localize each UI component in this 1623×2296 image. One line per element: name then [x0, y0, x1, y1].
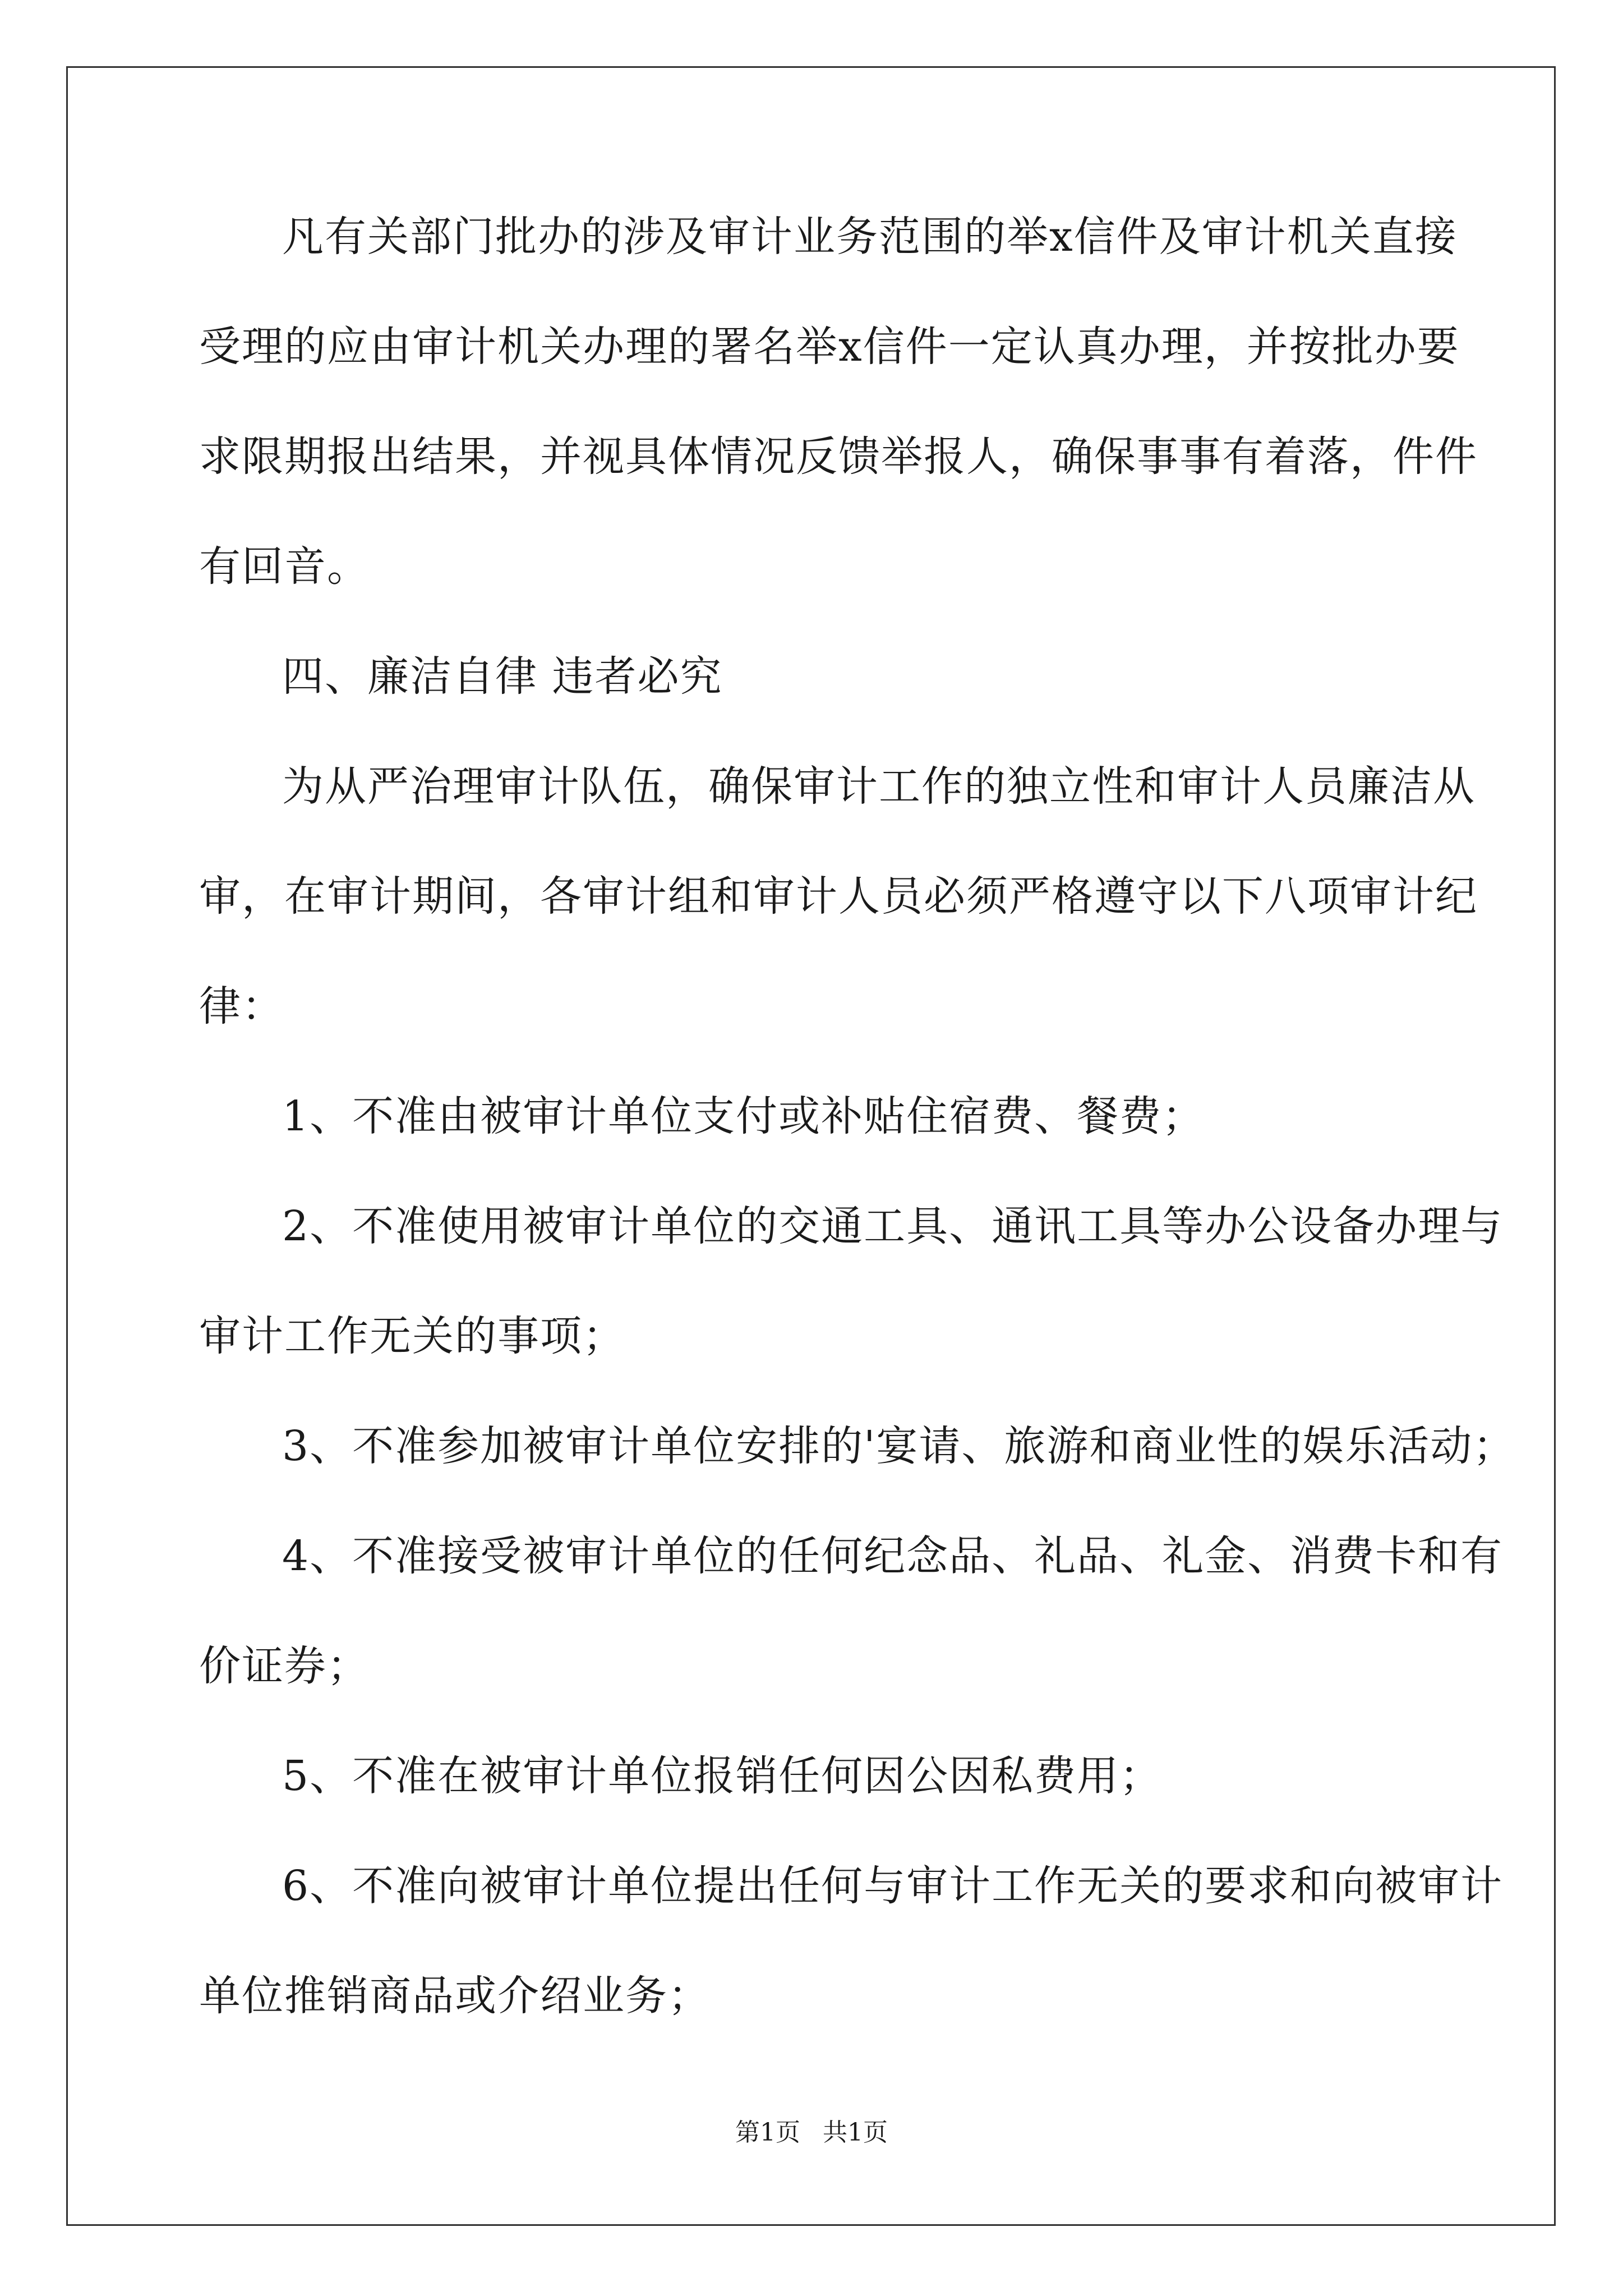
paragraph-line: 有回音。	[199, 542, 370, 591]
paragraph-line: 律：	[199, 982, 284, 1030]
rule-item: 3、不准参加被审计单位安排的'宴请、旅游和商业性的娱乐活动；	[282, 1422, 1516, 1470]
page-total: 共1页	[823, 2118, 888, 2147]
rule-item-continuation: 价证券；	[199, 1642, 370, 1690]
paragraph-line: 求限期报出结果，并视具体情况反馈举报人，确保事事有着落，件件	[199, 432, 1478, 481]
rule-item: 1、不准由被审计单位支付或补贴住宿费、餐费；	[282, 1092, 1205, 1140]
section-heading: 四、廉洁自律 违者必究	[282, 652, 723, 701]
document-body	[199, 213, 1516, 2085]
page-footer	[0, 2119, 1623, 2147]
paragraph-line: 受理的应由审计机关办理的署名举x信件一定认真办理，并按批办要	[199, 323, 1460, 371]
paragraph-line: 审，在审计期间，各审计组和审计人员必须严格遵守以下八项审计纪	[199, 872, 1478, 921]
rule-item-continuation: 单位推销商品或介绍业务；	[199, 1972, 711, 2020]
rule-item: 5、不准在被审计单位报销任何因公因私费用；	[282, 1752, 1163, 1800]
rule-item: 4、不准接受被审计单位的任何纪念品、礼品、礼金、消费卡和有	[282, 1532, 1504, 1580]
rule-item: 2、不准使用被审计单位的交通工具、通讯工具等办公设备办理与	[282, 1202, 1504, 1250]
rule-item-continuation: 审计工作无关的事项；	[199, 1312, 625, 1360]
page-number: 第1页	[735, 2118, 800, 2147]
paragraph-line: 为从严治理审计队伍，确保审计工作的独立性和审计人员廉洁从	[282, 762, 1476, 811]
rule-item: 6、不准向被审计单位提出任何与审计工作无关的要求和向被审计	[282, 1862, 1504, 1910]
paragraph-line: 凡有关部门批办的涉及审计业务范围的举x信件及审计机关直接	[282, 213, 1458, 261]
